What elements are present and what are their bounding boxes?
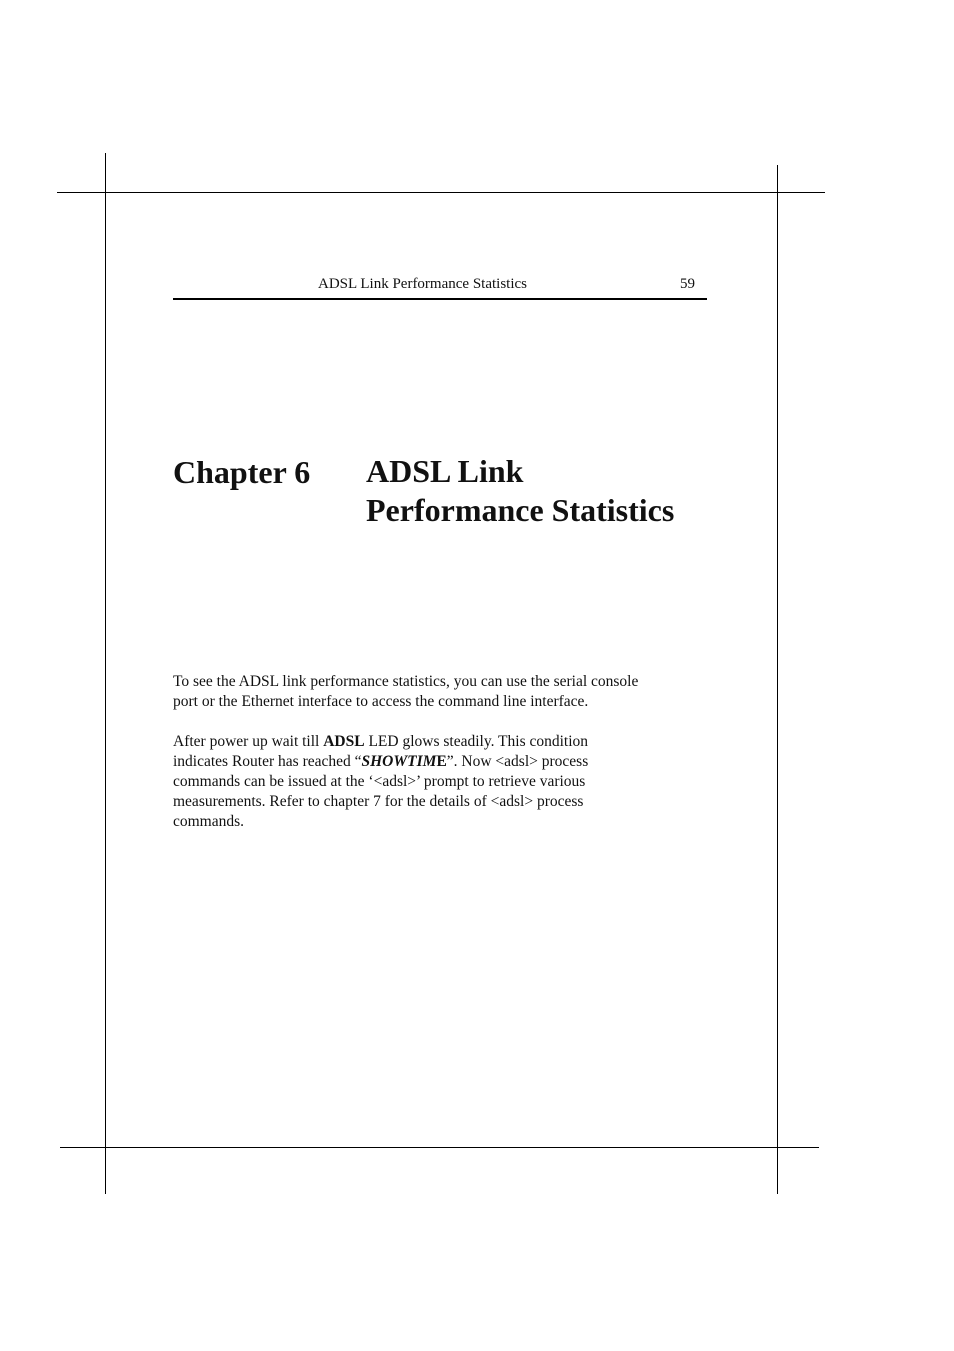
- intro-line-2: port or the Ethernet interface to access the command line interface.: [173, 693, 589, 710]
- chapter-title-line-1: ADSL Link: [366, 453, 524, 489]
- adsl-led-term: ADSL: [323, 733, 365, 750]
- text-run: indicates Router has reached “: [173, 753, 362, 770]
- text-run: ”. Now <adsl> process: [446, 753, 589, 770]
- intro-paragraph: [173, 672, 713, 712]
- showtime-paragraph: [173, 732, 713, 832]
- running-title: ADSL Link Performance Statistics: [318, 276, 527, 292]
- chapter-title: [366, 452, 726, 530]
- showtime-italic: SHOWTIM: [361, 753, 437, 770]
- showtime-term-end: E: [436, 753, 447, 770]
- page-number: 59: [680, 276, 695, 292]
- crop-mark-left: [105, 153, 106, 1194]
- crop-mark-top: [57, 192, 825, 193]
- intro-line-1: To see the ADSL link performance statistics, you can use the serial console: [173, 673, 639, 690]
- running-header: [173, 276, 707, 298]
- showtime-term-italic: [362, 753, 437, 770]
- showtime-line-1: [173, 732, 713, 752]
- crop-mark-right: [777, 165, 778, 1194]
- showtime-line-3: commands can be issued at the ‘<adsl>’ prompt to retrieve various: [173, 773, 586, 790]
- text-run: After power up wait till: [173, 733, 324, 750]
- showtime-line-5: commands.: [173, 813, 245, 830]
- text-run: LED glows steadily. This condition: [364, 733, 589, 750]
- showtime-line-4: measurements. Refer to chapter 7 for the details of <adsl> process: [173, 793, 584, 810]
- showtime-line-2: [173, 752, 713, 772]
- header-rule: [173, 298, 707, 300]
- chapter-title-line-2: Performance Statistics: [366, 492, 675, 528]
- chapter-label: Chapter 6: [173, 454, 311, 490]
- crop-mark-bottom: [60, 1147, 819, 1148]
